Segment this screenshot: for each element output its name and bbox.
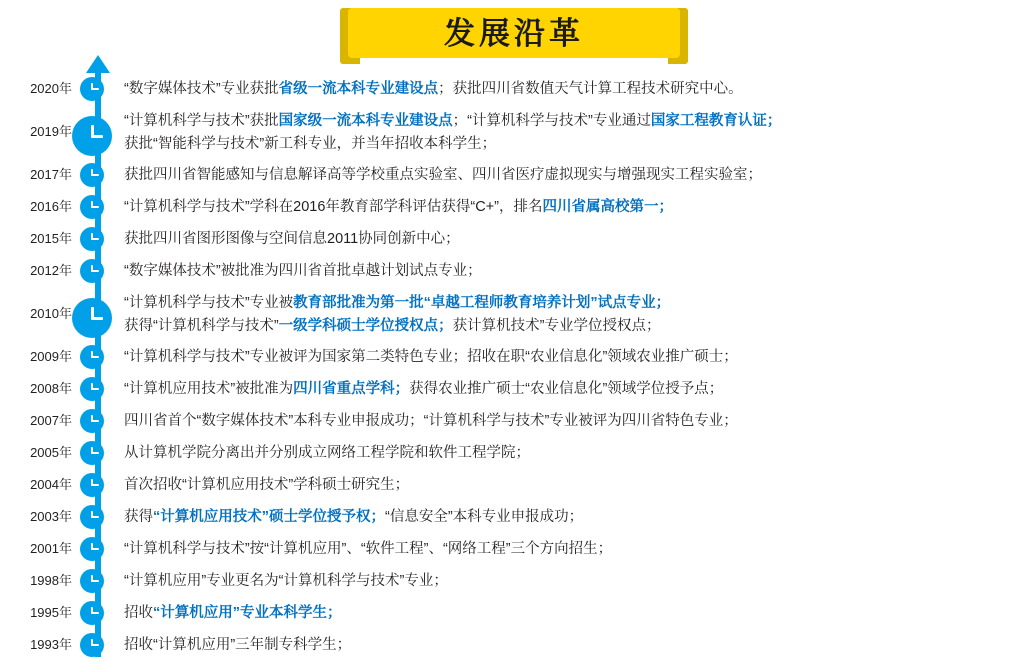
plain-text: 招收 xyxy=(124,605,153,621)
clock-icon xyxy=(80,473,104,497)
plain-text: “数字媒体技术”被批准为四川省首批卓越计划试点专业； xyxy=(124,263,482,279)
plain-text: “计算机科学与技术”获批 xyxy=(124,113,279,129)
clock-icon xyxy=(80,377,104,401)
timeline-year: 1995年 xyxy=(30,605,72,620)
timeline-year: 2003年 xyxy=(30,509,72,524)
timeline-text-line xyxy=(124,292,1024,315)
clock-icon xyxy=(80,505,104,529)
timeline-content xyxy=(124,598,1024,625)
timeline-node xyxy=(78,256,124,286)
timeline-content xyxy=(124,106,1024,156)
timeline-row xyxy=(0,406,1024,436)
plain-text: 获批“智能科学与技术”新工科专业，并当年招收本科学生； xyxy=(124,136,497,152)
plain-text: “计算机科学与技术”按“计算机应用”、“软件工程”、“网络工程”三个方向招生； xyxy=(124,541,613,557)
highlighted-text: 一级学科硕士学位授权点； xyxy=(278,318,453,334)
timeline-text-line xyxy=(124,634,1024,657)
timeline-content xyxy=(124,374,1024,401)
timeline-year: 2004年 xyxy=(30,477,72,492)
timeline-row xyxy=(0,470,1024,500)
timeline-year: 2020年 xyxy=(30,81,72,96)
timeline-year: 2008年 xyxy=(30,381,72,396)
timeline-row xyxy=(0,534,1024,564)
timeline-text-line xyxy=(124,346,1024,369)
timeline-year: 2009年 xyxy=(30,349,72,364)
timeline-node xyxy=(78,406,124,436)
timeline-text-line xyxy=(124,378,1024,401)
timeline-node xyxy=(78,598,124,628)
highlighted-text: 教育部批准为第一批“卓越工程师教育培养计划”试点专业； xyxy=(293,295,671,311)
timeline-node xyxy=(78,438,124,468)
timeline-year: 2001年 xyxy=(30,541,72,556)
highlighted-text: 国家级一流本科专业建设点 xyxy=(278,113,453,129)
plain-text: 招收“计算机应用”三年制专科学生； xyxy=(124,637,352,653)
timeline-year: 2019年 xyxy=(30,124,72,139)
timeline-text-line xyxy=(124,164,1024,187)
timeline-text-line xyxy=(124,228,1024,251)
timeline-content xyxy=(124,160,1024,187)
plain-text: ；“计算机科学与技术”专业通过 xyxy=(452,113,651,129)
timeline-year: 1998年 xyxy=(30,573,72,588)
clock-icon xyxy=(80,569,104,593)
timeline-content xyxy=(124,566,1024,593)
timeline-year: 2007年 xyxy=(30,413,72,428)
timeline-year: 2017年 xyxy=(30,167,72,182)
timeline-row xyxy=(0,374,1024,404)
clock-icon xyxy=(80,259,104,283)
timeline-content xyxy=(124,406,1024,433)
timeline-content xyxy=(124,224,1024,251)
timeline-year: 2012年 xyxy=(30,263,72,278)
timeline-content xyxy=(124,534,1024,561)
timeline-row xyxy=(0,502,1024,532)
clock-icon xyxy=(80,195,104,219)
timeline-row xyxy=(0,598,1024,628)
timeline-text-line xyxy=(124,538,1024,561)
timeline-node xyxy=(78,342,124,372)
timeline-content xyxy=(124,438,1024,465)
timeline-node xyxy=(78,160,124,190)
plain-text: 首次招收“计算机应用技术”学科硕士研究生； xyxy=(124,477,410,493)
plain-text: 获得“计算机科学与技术” xyxy=(124,318,279,334)
timeline-node xyxy=(78,630,124,660)
plain-text: “数字媒体技术”专业获批 xyxy=(124,81,279,97)
timeline-node xyxy=(78,106,124,158)
timeline-content xyxy=(124,342,1024,369)
plain-text: “计算机应用技术”被批准为 xyxy=(124,381,294,397)
clock-icon xyxy=(80,633,104,657)
timeline-content xyxy=(124,630,1024,657)
banner-body xyxy=(348,8,680,58)
plain-text: “信息安全”本科专业申报成功； xyxy=(385,509,584,525)
timeline-list xyxy=(0,74,1024,662)
plain-text: “计算机科学与技术”学科在2016年教育部学科评估获得“C+”，排名 xyxy=(124,199,543,215)
clock-icon xyxy=(80,537,104,561)
clock-icon xyxy=(72,116,112,156)
plain-text: “计算机应用”专业更名为“计算机科学与技术”专业； xyxy=(124,573,448,589)
timeline-year: 2010年 xyxy=(30,306,72,321)
timeline-row xyxy=(0,288,1024,340)
timeline-content xyxy=(124,192,1024,219)
plain-text: “计算机科学与技术”专业被评为国家第二类特色专业；招收在职“农业信息化”领域农业推广硕士； xyxy=(124,349,738,365)
timeline-text-line xyxy=(124,260,1024,283)
clock-icon xyxy=(72,298,112,338)
page-title: 发展沿革 xyxy=(444,15,584,51)
timeline-row xyxy=(0,106,1024,158)
plain-text: 获计算机技术”专业学位授权点； xyxy=(452,318,661,334)
timeline-node xyxy=(78,288,124,340)
timeline-year: 2015年 xyxy=(30,231,72,246)
timeline-text-line xyxy=(124,570,1024,593)
timeline-row xyxy=(0,192,1024,222)
plain-text: 从计算机学院分离出并分别成立网络工程学院和软件工程学院； xyxy=(124,445,530,461)
timeline-row xyxy=(0,160,1024,190)
highlighted-text: 四川省重点学科； xyxy=(293,381,410,397)
clock-icon xyxy=(80,227,104,251)
timeline-row xyxy=(0,74,1024,104)
plain-text: 获批四川省智能感知与信息解译高等学校重点实验室、四川省医疗虚拟现实与增强现实工程实验室； xyxy=(124,167,762,183)
timeline-text-line xyxy=(124,506,1024,529)
clock-icon xyxy=(80,601,104,625)
highlighted-text: 国家工程教育认证； xyxy=(650,113,782,129)
timeline-year: 2005年 xyxy=(30,445,72,460)
timeline-row xyxy=(0,342,1024,372)
timeline-node xyxy=(78,224,124,254)
plain-text: 四川省首个“数字媒体技术”本科专业申报成功；“计算机科学与技术”专业被评为四川省特色专业； xyxy=(124,413,738,429)
timeline-node xyxy=(78,470,124,500)
clock-icon xyxy=(80,77,104,101)
timeline-node xyxy=(78,534,124,564)
timeline-text-line xyxy=(124,78,1024,101)
timeline-row xyxy=(0,224,1024,254)
clock-icon xyxy=(80,345,104,369)
plain-text: ；获批四川省数值天气计算工程技术研究中心。 xyxy=(438,81,743,97)
timeline-content xyxy=(124,74,1024,101)
timeline-content xyxy=(124,288,1024,338)
clock-icon xyxy=(80,441,104,465)
timeline-node xyxy=(78,374,124,404)
plain-text: 获得 xyxy=(124,509,153,525)
plain-text: 获批四川省图形图像与空间信息2011协同创新中心； xyxy=(124,231,460,247)
timeline-row xyxy=(0,256,1024,286)
timeline-year: 2016年 xyxy=(30,199,72,214)
timeline-node xyxy=(78,566,124,596)
highlighted-text: 省级一流本科专业建设点 xyxy=(278,81,439,97)
timeline-content xyxy=(124,502,1024,529)
timeline-year: 1993年 xyxy=(30,637,72,652)
timeline-text-line xyxy=(124,602,1024,625)
clock-icon xyxy=(80,409,104,433)
timeline-content xyxy=(124,470,1024,497)
timeline-text-line xyxy=(124,110,1024,133)
highlighted-text: “计算机应用技术”硕士学位授予权； xyxy=(153,509,385,525)
timeline-text-line xyxy=(124,442,1024,465)
plain-text: 获得农业推广硕士“农业信息化”领域学位授予点； xyxy=(409,381,724,397)
timeline-text-line xyxy=(124,133,1024,156)
timeline-row xyxy=(0,566,1024,596)
timeline-node xyxy=(78,74,124,104)
plain-text: “计算机科学与技术”专业被 xyxy=(124,295,294,311)
timeline-row xyxy=(0,630,1024,660)
title-banner xyxy=(340,8,688,64)
timeline-node xyxy=(78,192,124,222)
timeline-text-line xyxy=(124,410,1024,433)
clock-icon xyxy=(80,163,104,187)
timeline-row xyxy=(0,438,1024,468)
timeline-text-line xyxy=(124,196,1024,219)
timeline-text-line xyxy=(124,474,1024,497)
timeline-node xyxy=(78,502,124,532)
timeline-text-line xyxy=(124,315,1024,338)
highlighted-text: “计算机应用”专业本科学生； xyxy=(153,605,342,621)
highlighted-text: 四川省属高校第一； xyxy=(542,199,674,215)
timeline-content xyxy=(124,256,1024,283)
